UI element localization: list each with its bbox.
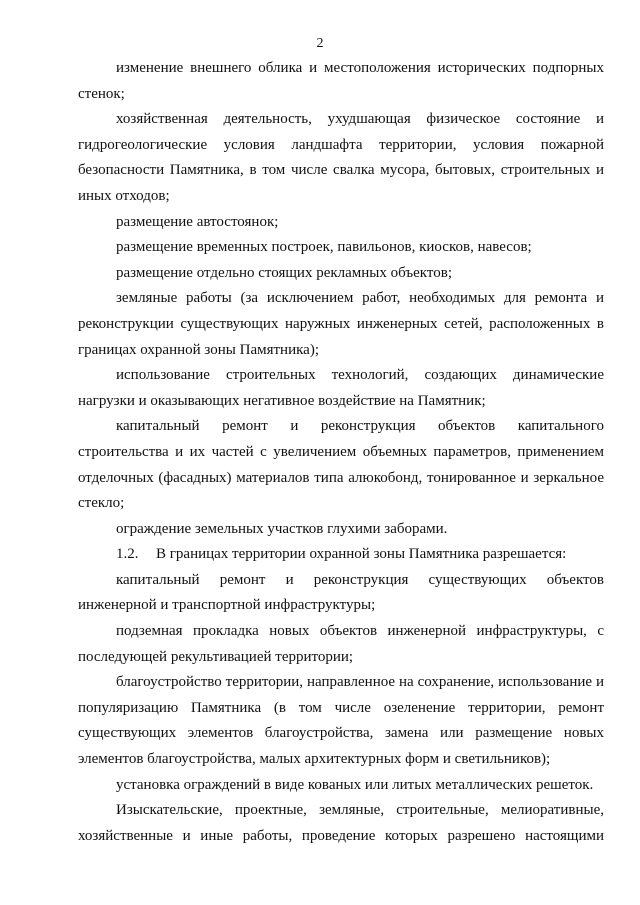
- paragraph-works: Изыскательские, проектные, земляные, строительные, мелиоративные, хозяйственные и иные работы, проведение которых разрешено настоящими: [78, 802, 604, 844]
- paragraph-allowed-4: установка ограждений в виде кованых или литых металлических решеток.: [116, 776, 594, 793]
- section-heading-1-2: [78, 542, 604, 568]
- paragraph-prohibited-4: размещение временных построек, павильонов, киосков, навесов;: [116, 239, 532, 256]
- paragraph-prohibited-8: капитальный ремонт и реконструкция объектов капитального строительства и их частей с увеличением объемных параметров, применением отделочных (фасадных) материалов типа алюкобонд, тонированное и зеркальное стекло;: [78, 418, 604, 512]
- paragraph-prohibited-2: хозяйственная деятельность, ухудшающая физическое состояние и гидрогеологические условия ландшафта территории, условия пожарной безопасности Памятника, в том числе свалка мусора, бытовых, строительных и иных отходов;: [78, 111, 604, 204]
- paragraph-prohibited-7: использование строительных технологий, создающих динамические нагрузки и оказывающих негативное воздействие на Памятник;: [78, 367, 604, 409]
- paragraph-prohibited-3: размещение автостоянок;: [116, 213, 279, 230]
- paragraph-allowed-1: капитальный ремонт и реконструкция существующих объектов инженерной и транспортной инфраструктуры;: [78, 571, 604, 614]
- paragraph-allowed-3: благоустройство территории, направленное на сохранение, использование и популяризацию Памятника (в том числе озеленение территории, ремонт существующих элементов благоустройства, замена или размещение новых элементов благоустройства, малых архитектурных форм и светильников);: [78, 674, 604, 768]
- section-number: 1.2.: [116, 546, 139, 563]
- paragraph-prohibited-5: размещение отдельно стоящих рекламных объектов;: [116, 264, 453, 281]
- document-body: [78, 56, 604, 849]
- page-number: 2: [316, 36, 324, 51]
- paragraph-prohibited-6: земляные работы (за исключением работ, необходимых для ремонта и реконструкции существующих наружных инженерных сетей, расположенных в границах охранной зоны Памятника);: [78, 290, 604, 358]
- section-text: В границах территории охранной зоны Памятника разрешается:: [156, 546, 567, 563]
- paragraph-allowed-2: подземная прокладка новых объектов инженерной инфраструктуры, с последующей рекультивацией территории;: [78, 623, 604, 665]
- paragraph-prohibited-1: изменение внешнего облика и местоположения исторических подпорных стенок;: [78, 60, 604, 102]
- paragraph-prohibited-9: ограждение земельных участков глухими заборами.: [116, 520, 448, 537]
